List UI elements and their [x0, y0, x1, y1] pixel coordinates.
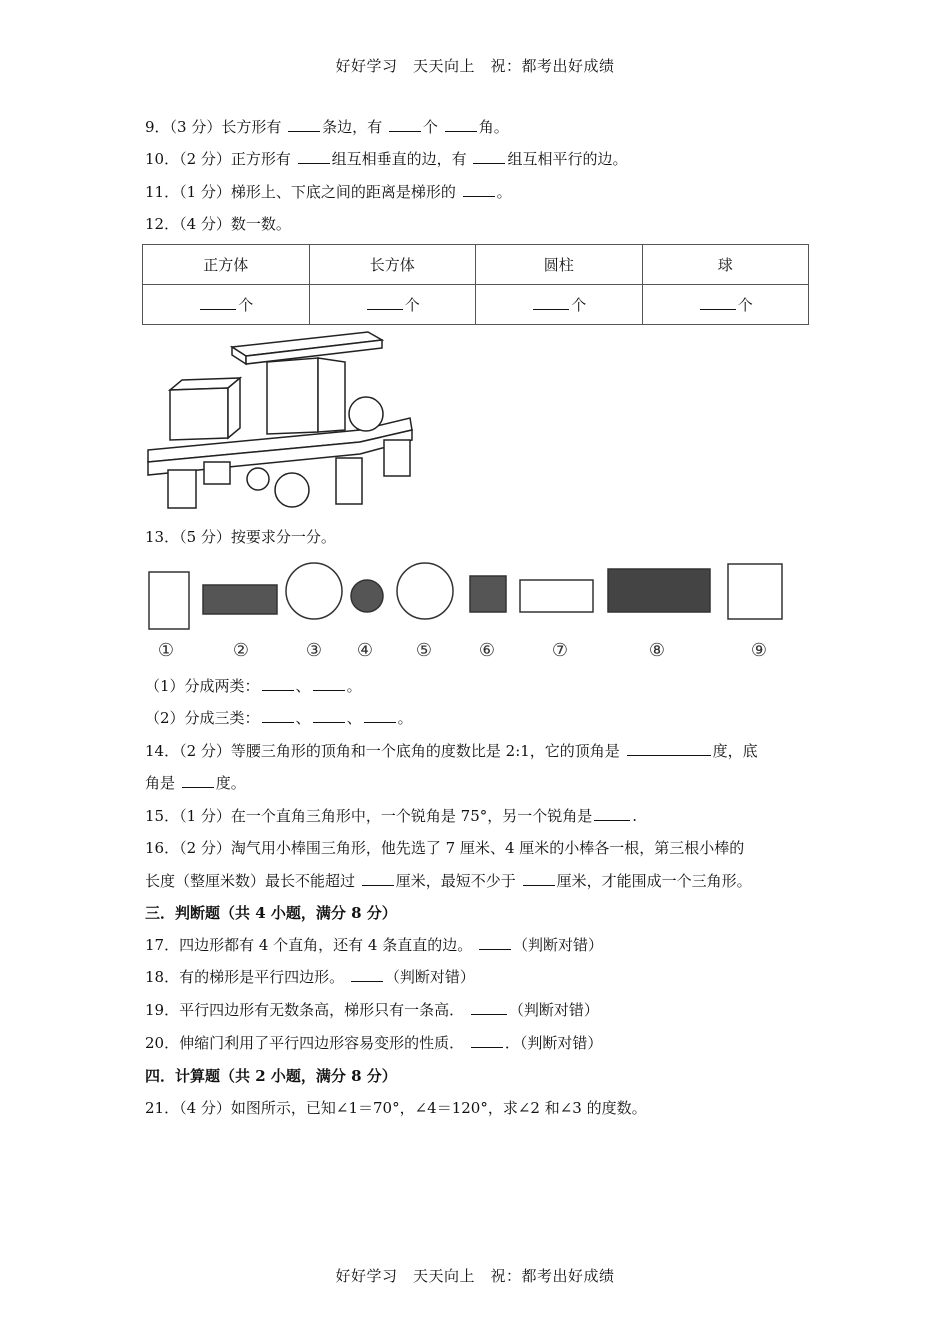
shape-8: [608, 569, 710, 612]
section-4-title: 四．计算题（共 2 小题，满分 8 分）: [145, 1067, 397, 1085]
answer-blank[interactable]: [288, 117, 320, 132]
answer-blank[interactable]: [262, 676, 294, 691]
label-9: ⑨: [750, 640, 768, 661]
table-header: 正方体: [143, 245, 310, 285]
answer-blank[interactable]: [313, 708, 345, 723]
count-table: [142, 244, 809, 325]
table-cell: 个: [476, 285, 643, 325]
label-2: ②: [232, 640, 250, 661]
question-13-part-2: （2）分成三类： 、 、 。: [145, 709, 413, 727]
table-header: 长方体: [309, 245, 476, 285]
question-16: 16．（2 分）淘气用小棒围三角形，他先选了 7 厘米、4 厘米的小棒各一根，第三根小棒的: [145, 839, 745, 857]
table-cell: 个: [309, 285, 476, 325]
label-6: ⑥: [478, 640, 496, 661]
answer-blank[interactable]: [182, 773, 214, 788]
cuboid: [267, 358, 318, 434]
question-21: 21．（4 分）如图所示，已知∠1＝70°，∠4＝120°，求∠2 和∠3 的度数。: [145, 1099, 647, 1117]
section-3-title: 三．判断题（共 4 小题，满分 8 分）: [145, 904, 397, 922]
question-10: 10．（2 分）正方形有 组互相垂直的边，有 组互相平行的边。: [145, 150, 628, 168]
page-footer: 好好学习 天天向上 祝：都考出好成绩: [335, 1267, 615, 1285]
answer-blank[interactable]: [473, 149, 505, 164]
label-1: ①: [157, 640, 175, 661]
shape-7: [520, 580, 593, 612]
question-11: 11．（1 分）梯形上、下底之间的距离是梯形的 。: [145, 183, 512, 201]
question-12: 12．（4 分）数一数。: [145, 215, 291, 233]
shape-6: [470, 576, 506, 612]
shape-1: [149, 572, 189, 629]
table-header: 球: [642, 245, 809, 285]
label-5: ⑤: [415, 640, 433, 661]
answer-blank[interactable]: [389, 117, 421, 132]
question-17: 17．四边形都有 4 个直角，还有 4 条直直的边。 （判断对错）: [145, 936, 604, 954]
answer-blank[interactable]: [627, 741, 711, 756]
answer-blank[interactable]: [351, 967, 383, 982]
answer-blank[interactable]: [471, 1000, 507, 1015]
shapes-figure: [140, 558, 800, 666]
table-header: 圆柱: [476, 245, 643, 285]
answer-blank[interactable]: [313, 676, 345, 691]
label-8: ⑧: [648, 640, 666, 661]
answer-blank[interactable]: [298, 149, 330, 164]
answer-blank[interactable]: [362, 871, 394, 886]
label-4: ④: [356, 640, 374, 661]
question-18: 18．有的梯形是平行四边形。 （判断对错）: [145, 968, 475, 986]
answer-blank[interactable]: [364, 708, 396, 723]
question-14-line-2: 角是 度。: [145, 774, 246, 792]
answer-blank[interactable]: [594, 806, 630, 821]
shape-9: [728, 564, 782, 619]
question-14: 14．（2 分）等腰三角形的顶角和一个底角的度数比是 2:1，它的顶角是 度，底: [145, 742, 758, 760]
sphere: [349, 397, 383, 431]
shape-5: [397, 563, 453, 619]
question-19: 19．平行四边形有无数条高，梯形只有一条高． （判断对错）: [145, 1001, 599, 1019]
answer-blank[interactable]: [200, 295, 236, 310]
label-3: ③: [305, 640, 323, 661]
answer-blank[interactable]: [533, 295, 569, 310]
shape-3: [286, 563, 342, 619]
label-7: ⑦: [551, 640, 569, 661]
question-20: 20．伸缩门利用了平行四边形容易变形的性质． ．（判断对错）: [145, 1034, 603, 1052]
question-16-line-2: 长度（整厘米数）最长不能超过 厘米，最短不少于 厘米，才能围成一个三角形。: [145, 872, 752, 890]
building-blocks-figure: [140, 322, 420, 512]
answer-blank[interactable]: [471, 1033, 503, 1048]
answer-blank[interactable]: [445, 117, 477, 132]
shape-2: [203, 585, 277, 614]
question-13: 13．（5 分）按要求分一分。: [145, 528, 336, 546]
table-cell: 个: [143, 285, 310, 325]
answer-blank[interactable]: [367, 295, 403, 310]
answer-blank[interactable]: [523, 871, 555, 886]
page-header: 好好学习 天天向上 祝：都考出好成绩: [335, 57, 615, 75]
table-cell: 个: [642, 285, 809, 325]
answer-blank[interactable]: [262, 708, 294, 723]
answer-blank[interactable]: [700, 295, 736, 310]
question-9: 9．（3 分）长方形有 条边，有 个 角。: [145, 118, 509, 136]
answer-blank[interactable]: [479, 935, 511, 950]
shape-4: [351, 580, 383, 612]
answer-blank[interactable]: [463, 182, 495, 197]
question-13-part-1: （1）分成两类： 、 。: [145, 677, 362, 695]
question-15: 15．（1 分）在一个直角三角形中，一个锐角是 75°，另一个锐角是 .: [145, 807, 638, 825]
